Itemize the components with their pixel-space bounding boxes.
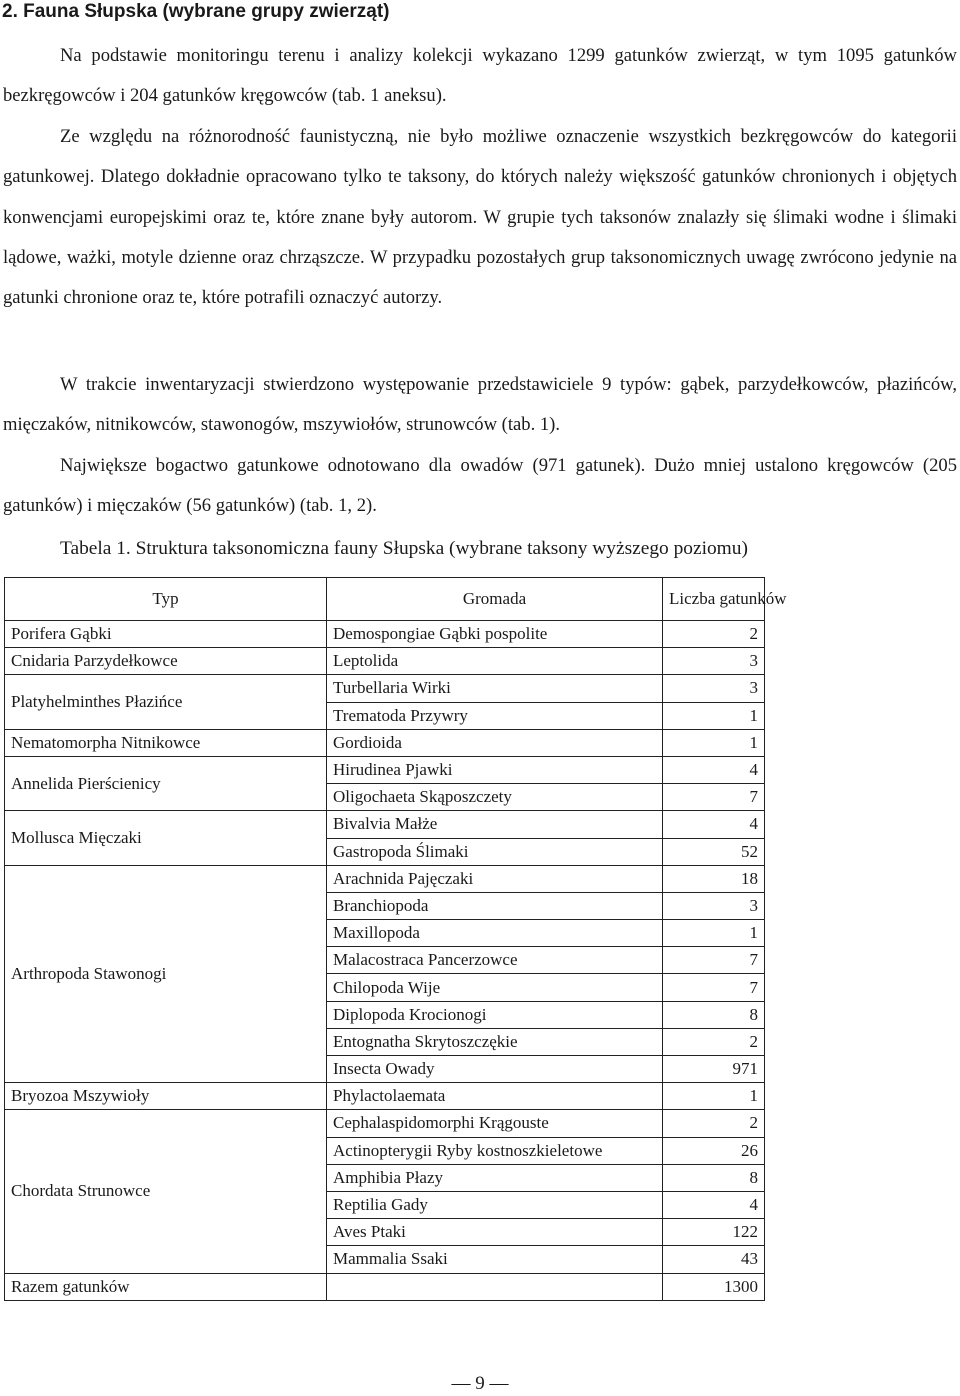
- cell-liczba: 122: [663, 1219, 765, 1246]
- paragraph-types: W trakcie inwentaryzacji stwierdzono występowanie przedstawiciele 9 typów: gąbek, parzydełkowców, płazińców, mięczaków, nitnikowców, stawonogów, mszywiołów, strunowców (tab. 1).: [3, 374, 957, 436]
- cell-typ: Chordata Strunowce: [5, 1110, 327, 1273]
- section-heading: 2. Fauna Słupska (wybrane grupy zwierząt): [2, 1, 390, 22]
- cell-liczba: 18: [663, 865, 765, 892]
- table-row: [5, 675, 765, 702]
- cell-typ: Cnidaria Parzydełkowce: [5, 648, 327, 675]
- cell-liczba: 3: [663, 892, 765, 919]
- cell-gromada: Hirudinea Pjawki: [327, 756, 663, 783]
- cell-liczba: 1: [663, 1083, 765, 1110]
- cell-gromada: Actinopterygii Ryby kostnoszkieletowe: [327, 1137, 663, 1164]
- cell-gromada: Amphibia Płazy: [327, 1164, 663, 1191]
- taxonomy-table: [4, 577, 787, 1301]
- cell-liczba: 3: [663, 648, 765, 675]
- cell-typ: Bryozoa Mszywioły: [5, 1083, 327, 1110]
- cell-typ: Mollusca Mięczaki: [5, 811, 327, 865]
- paragraph-intro: Na podstawie monitoringu terenu i analizy kolekcji wykazano 1299 gatunków zwierząt, w tym 1095 gatunków bezkręgowców i 204 gatunków kręgowców (tab. 1 aneksu).: [3, 45, 957, 107]
- cell-gromada: Entognatha Skrytoszczękie: [327, 1028, 663, 1055]
- cell-gromada: Branchiopoda: [327, 892, 663, 919]
- cell-gromada: Phylactolaemata: [327, 1083, 663, 1110]
- cell-typ: Annelida Pierścienicy: [5, 756, 327, 810]
- cell-gromada: Aves Ptaki: [327, 1219, 663, 1246]
- cell-liczba: 52: [663, 838, 765, 865]
- total-label: Razem gatunków: [5, 1273, 327, 1300]
- table-row: [5, 1083, 765, 1110]
- cell-liczba: 7: [663, 974, 765, 1001]
- cell-gromada: Chilopoda Wije: [327, 974, 663, 1001]
- cell-gromada: Gordioida: [327, 729, 663, 756]
- table-row: [5, 811, 765, 838]
- cell-liczba: 2: [663, 621, 765, 648]
- cell-gromada: Turbellaria Wirki: [327, 675, 663, 702]
- cell-gromada: Demospongiae Gąbki pospolite: [327, 621, 663, 648]
- total-value: 1300: [663, 1273, 765, 1300]
- cell-typ: Nematomorpha Nitnikowce: [5, 729, 327, 756]
- cell-gromada: Mammalia Ssaki: [327, 1246, 663, 1273]
- table-caption: Tabela 1. Struktura taksonomiczna fauny Słupska (wybrane taksony wyższego poziomu): [60, 538, 748, 559]
- cell-typ: Arthropoda Stawonogi: [5, 865, 327, 1083]
- header-gromada: Gromada: [327, 578, 663, 621]
- cell-gromada: Malacostraca Pancerzowce: [327, 947, 663, 974]
- cell-liczba: 1: [663, 729, 765, 756]
- cell-liczba: 4: [663, 811, 765, 838]
- cell-liczba: 26: [663, 1137, 765, 1164]
- header-liczba: Liczba gatunków: [663, 578, 765, 621]
- table-row: [5, 648, 765, 675]
- cell-liczba: 7: [663, 947, 765, 974]
- cell-liczba: 971: [663, 1056, 765, 1083]
- cell-liczba: 2: [663, 1110, 765, 1137]
- table-row: [5, 729, 765, 756]
- cell-gromada: Leptolida: [327, 648, 663, 675]
- cell-gromada: Arachnida Pajęczaki: [327, 865, 663, 892]
- cell-liczba: 4: [663, 1191, 765, 1218]
- table-row: [5, 756, 765, 783]
- cell-gromada: Diplopoda Krocionogi: [327, 1001, 663, 1028]
- table-row: [5, 1110, 765, 1137]
- cell-gromada: Gastropoda Ślimaki: [327, 838, 663, 865]
- cell-liczba: 3: [663, 675, 765, 702]
- table-row: [5, 621, 765, 648]
- cell-liczba: 2: [663, 1028, 765, 1055]
- cell-liczba: 1: [663, 920, 765, 947]
- cell-liczba: 8: [663, 1001, 765, 1028]
- total-empty-cell: [327, 1273, 663, 1300]
- table-row: [5, 865, 765, 892]
- page-number: — 9 —: [451, 1373, 509, 1394]
- cell-gromada: Trematoda Przywry: [327, 702, 663, 729]
- cell-gromada: Bivalvia Małże: [327, 811, 663, 838]
- paragraph-richness: Największe bogactwo gatunkowe odnotowano dla owadów (971 gatunek). Dużo mniej ustalono kręgowców (205 gatunków) i mięczaków (56 gatunków) (tab. 1, 2).: [3, 455, 957, 517]
- cell-gromada: Cephalaspidomorphi Krągouste: [327, 1110, 663, 1137]
- table-header-row: [5, 578, 765, 621]
- cell-typ: Platyhelminthes Płazińce: [5, 675, 327, 729]
- header-typ: Typ: [5, 578, 327, 621]
- cell-liczba: 7: [663, 784, 765, 811]
- cell-liczba: 1: [663, 702, 765, 729]
- cell-gromada: Insecta Owady: [327, 1056, 663, 1083]
- cell-gromada: Oligochaeta Skąposzczety: [327, 784, 663, 811]
- cell-gromada: Maxillopoda: [327, 920, 663, 947]
- paragraph-methods: Ze względu na różnorodność faunistyczną, nie było możliwe oznaczenie wszystkich bezkręgowców do kategorii gatunkowej. Dlatego dokładnie opracowano tylko te taksony, do których należy większość gatunków chronionych i objętych konwencjami europejskimi oraz te, które znane były autorom. W grupie tych taksonów znalazły się ślimaki wodne i ślimaki lądowe, ważki, motyle dzienne oraz chrząszcze. W przypadku pozostałych grup taksonomicznych uwagę zwrócono jedynie na gatunki chronione oraz te, które potrafili oznaczyć autorzy.: [3, 126, 957, 309]
- cell-liczba: 8: [663, 1164, 765, 1191]
- table-total-row: [5, 1273, 765, 1300]
- cell-liczba: 43: [663, 1246, 765, 1273]
- cell-typ: Porifera Gąbki: [5, 621, 327, 648]
- cell-liczba: 4: [663, 756, 765, 783]
- cell-gromada: Reptilia Gady: [327, 1191, 663, 1218]
